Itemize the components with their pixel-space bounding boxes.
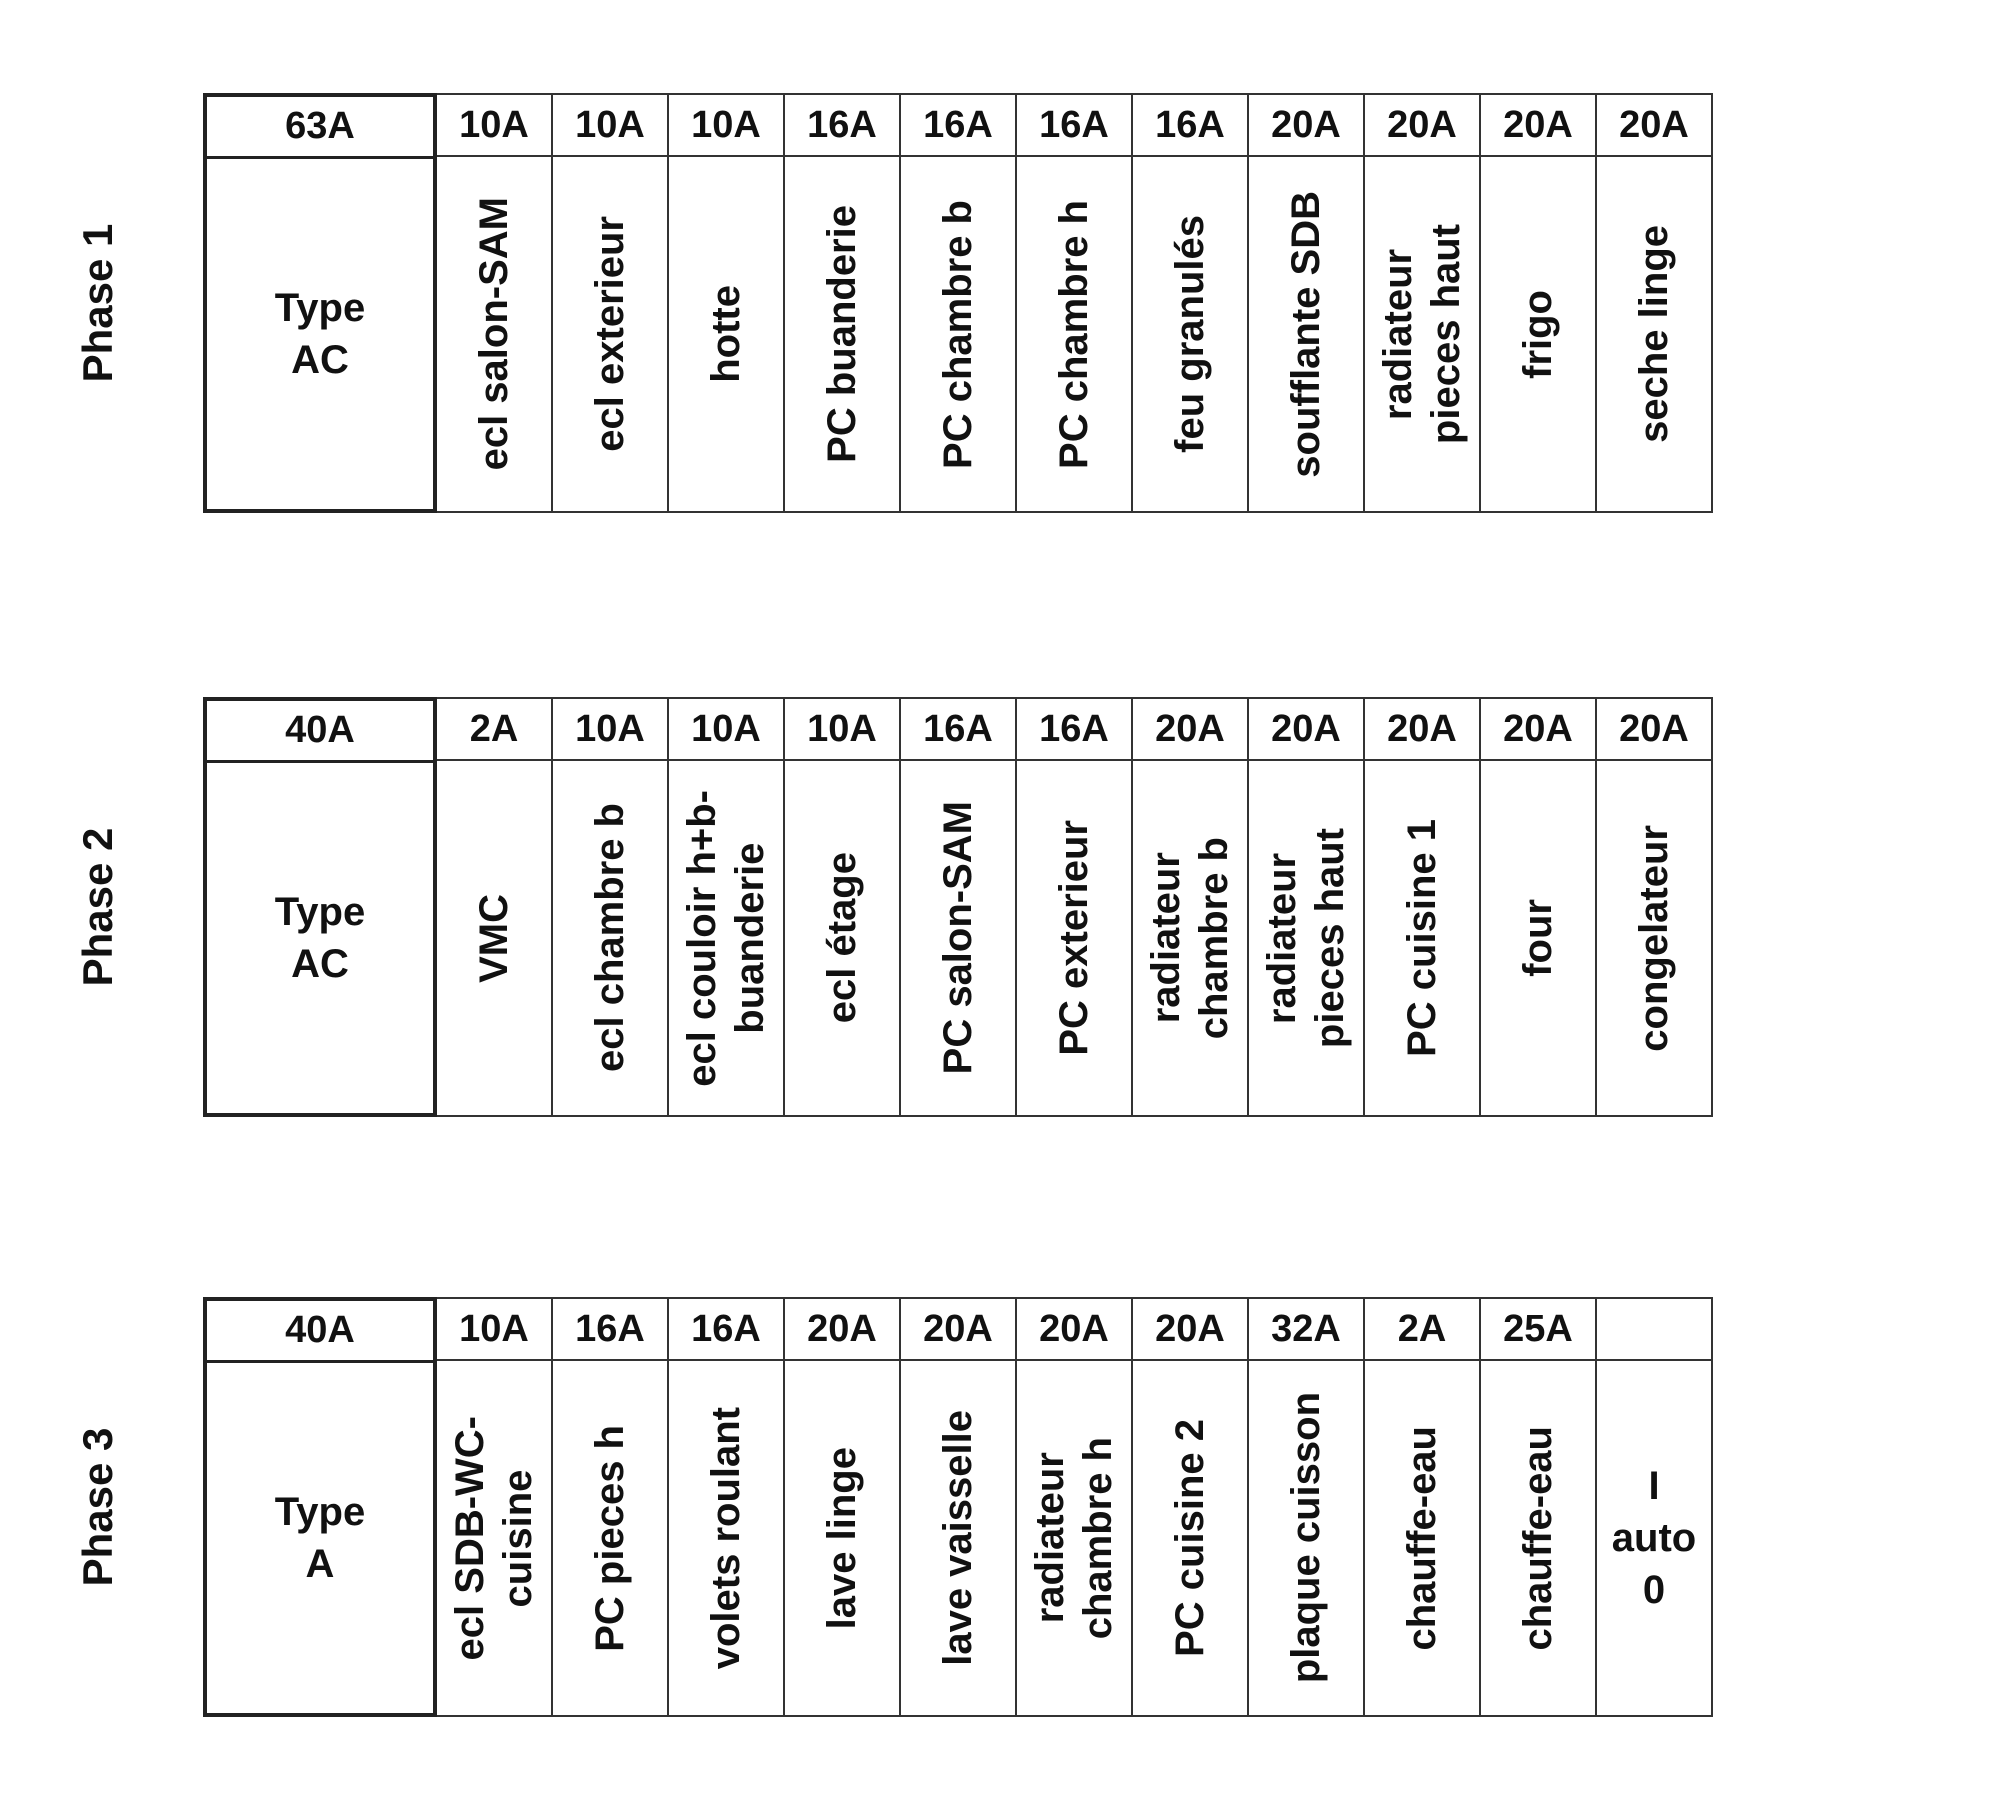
- circuit-label: volets roulant: [704, 1406, 748, 1670]
- breaker-row: [203, 93, 1713, 513]
- circuit-label: ecl SDB-WC- cuisine: [448, 1415, 540, 1661]
- main-breaker-type: Type AC: [274, 890, 366, 986]
- circuit-breaker: [1365, 697, 1481, 1117]
- circuit-label: ecl exterieur: [588, 216, 632, 452]
- circuit-label: radiateur pieces haut: [1260, 827, 1352, 1049]
- circuit-label: PC buanderie: [820, 205, 864, 463]
- circuit-breaker: [1017, 697, 1133, 1117]
- circuit-label: PC chambre h: [1052, 199, 1096, 469]
- circuit-label: PC chambre b: [936, 199, 980, 469]
- circuit-rating: 10A: [437, 95, 551, 157]
- circuit-rating: 10A: [669, 699, 783, 761]
- phase-1-panel: Phase 1 63A Type AC 10A ecl salon-SAM 10A ecl exterieur 10A hotte 16A PC buanderie 16A PC chambre b 16A PC chambre h 16A feu granulés 20A soufflante SDB 20A radiateur pieces haut 20A frigo 20A seche linge: [0, 93, 2000, 513]
- circuit-label: chauffe-eau: [1516, 1425, 1560, 1651]
- circuit-breaker: [1597, 697, 1713, 1117]
- circuit-rating: 20A: [1481, 95, 1595, 157]
- phase-2-panel: Phase 2 40A Type AC 2A VMC 10A ecl chambre b 10A ecl couloir h+b- buanderie 10A ecl étage 16A PC salon-SAM 16A PC exterieur 20A radiateur chambre b 20A radiateur pieces haut 20A PC cuisine 1 20A four 20A congelateur: [0, 697, 2000, 1117]
- circuit-breaker: [669, 1297, 785, 1717]
- circuit-rating: [1597, 1299, 1711, 1361]
- circuit-breaker: [669, 697, 785, 1117]
- circuit-breaker: [1249, 93, 1365, 513]
- circuit-rating: 10A: [553, 699, 667, 761]
- circuit-rating: 10A: [785, 699, 899, 761]
- circuit-label: lave linge: [820, 1446, 864, 1630]
- circuit-breaker: [1597, 1297, 1713, 1717]
- circuit-breaker: [901, 697, 1017, 1117]
- circuit-label: PC cuisine 2: [1168, 1419, 1212, 1657]
- circuit-label: ecl couloir h+b- buanderie: [680, 789, 772, 1087]
- circuit-label: feu granulés: [1168, 215, 1212, 453]
- main-breaker-rating: 40A: [207, 701, 433, 763]
- circuit-label: radiateur pieces haut: [1376, 223, 1468, 445]
- main-breaker-rating: 40A: [207, 1301, 433, 1363]
- circuit-rating: 25A: [1481, 1299, 1595, 1361]
- circuit-rating: 32A: [1249, 1299, 1363, 1361]
- circuit-label: frigo: [1516, 289, 1560, 379]
- circuit-label: plaque cuisson: [1284, 1392, 1328, 1684]
- circuit-breaker: [1365, 93, 1481, 513]
- circuit-breaker: [1365, 1297, 1481, 1717]
- main-breaker-type: Type A: [274, 1490, 366, 1586]
- circuit-breaker: [1249, 1297, 1365, 1717]
- circuit-label: soufflante SDB: [1284, 190, 1328, 478]
- circuit-rating: 20A: [1249, 95, 1363, 157]
- circuit-rating: 20A: [901, 1299, 1015, 1361]
- circuit-rating: 16A: [669, 1299, 783, 1361]
- circuit-breaker: [1017, 93, 1133, 513]
- circuit-rating: 2A: [1365, 1299, 1479, 1361]
- circuit-rating: 16A: [553, 1299, 667, 1361]
- circuit-rating: 20A: [1365, 95, 1479, 157]
- circuit-breaker: [553, 93, 669, 513]
- circuit-rating: 10A: [437, 1299, 551, 1361]
- circuit-rating: 20A: [1481, 699, 1595, 761]
- circuit-breaker: [901, 1297, 1017, 1717]
- circuit-breaker: [669, 93, 785, 513]
- circuit-rating: 20A: [785, 1299, 899, 1361]
- circuit-label: ecl chambre b: [588, 803, 632, 1073]
- circuit-breaker: [1133, 93, 1249, 513]
- circuit-label: ecl étage: [820, 852, 864, 1024]
- circuit-rating: 20A: [1017, 1299, 1131, 1361]
- circuit-breaker: [1481, 697, 1597, 1117]
- circuit-rating: 20A: [1597, 95, 1711, 157]
- circuit-breaker: [1017, 1297, 1133, 1717]
- circuit-rating: 16A: [1017, 699, 1131, 761]
- circuit-label: congelateur: [1632, 824, 1676, 1052]
- circuit-label: PC cuisine 1: [1400, 819, 1444, 1057]
- circuit-breaker: [1133, 697, 1249, 1117]
- circuit-label: four: [1516, 899, 1560, 977]
- main-breaker: [203, 93, 437, 513]
- main-breaker-rating: 63A: [207, 97, 433, 159]
- phase-3-panel: Phase 3 40A Type A 10A ecl SDB-WC- cuisine 16A PC pieces h 16A volets roulant 20A lave linge 20A lave vaisselle 20A radiateur chambre h 20A PC cuisine 2 32A plaque cuisson 2A chauffe-eau 25A chauffe-eau I auto 0: [0, 1297, 2000, 1717]
- circuit-rating: 10A: [553, 95, 667, 157]
- circuit-label: radiateur chambre b: [1144, 836, 1236, 1040]
- circuit-rating: 16A: [901, 95, 1015, 157]
- circuit-breaker: [785, 93, 901, 513]
- circuit-rating: 16A: [1017, 95, 1131, 157]
- circuit-label: chauffe-eau: [1400, 1425, 1444, 1651]
- circuit-rating: 16A: [901, 699, 1015, 761]
- circuit-breaker: [1597, 93, 1713, 513]
- breaker-row: [203, 1297, 1713, 1717]
- circuit-breaker: [437, 697, 553, 1117]
- circuit-breaker: [1481, 1297, 1597, 1717]
- circuit-breaker: [1249, 697, 1365, 1117]
- circuit-breaker: [553, 1297, 669, 1717]
- circuit-label: hotte: [704, 285, 748, 383]
- circuit-breaker: [1481, 93, 1597, 513]
- circuit-rating: 10A: [669, 95, 783, 157]
- circuit-label: ecl salon-SAM: [472, 197, 516, 471]
- circuit-breaker: [785, 697, 901, 1117]
- circuit-rating: 20A: [1249, 699, 1363, 761]
- circuit-label: PC salon-SAM: [936, 801, 980, 1075]
- circuit-rating: 2A: [437, 699, 551, 761]
- main-breaker: [203, 697, 437, 1117]
- circuit-rating: 16A: [785, 95, 899, 157]
- circuit-breaker: [437, 93, 553, 513]
- circuit-breaker: [1133, 1297, 1249, 1717]
- main-breaker-type: Type AC: [274, 286, 366, 382]
- circuit-label: PC pieces h: [588, 1424, 632, 1652]
- circuit-rating: 20A: [1597, 699, 1711, 761]
- circuit-label: VMC: [472, 893, 516, 983]
- circuit-label: radiateur chambre h: [1028, 1436, 1120, 1640]
- main-breaker: [203, 1297, 437, 1717]
- breaker-row: [203, 697, 1713, 1117]
- circuit-breaker: [901, 93, 1017, 513]
- circuit-rating: 20A: [1133, 1299, 1247, 1361]
- circuit-label: I auto 0: [1611, 1464, 1697, 1612]
- circuit-rating: 20A: [1133, 699, 1247, 761]
- circuit-label: lave vaisselle: [936, 1410, 980, 1666]
- circuit-rating: 20A: [1365, 699, 1479, 761]
- circuit-label: PC exterieur: [1052, 820, 1096, 1056]
- circuit-breaker: [553, 697, 669, 1117]
- circuit-label: seche linge: [1632, 225, 1676, 443]
- circuit-breaker: [785, 1297, 901, 1717]
- circuit-breaker: [437, 1297, 553, 1717]
- circuit-rating: 16A: [1133, 95, 1247, 157]
